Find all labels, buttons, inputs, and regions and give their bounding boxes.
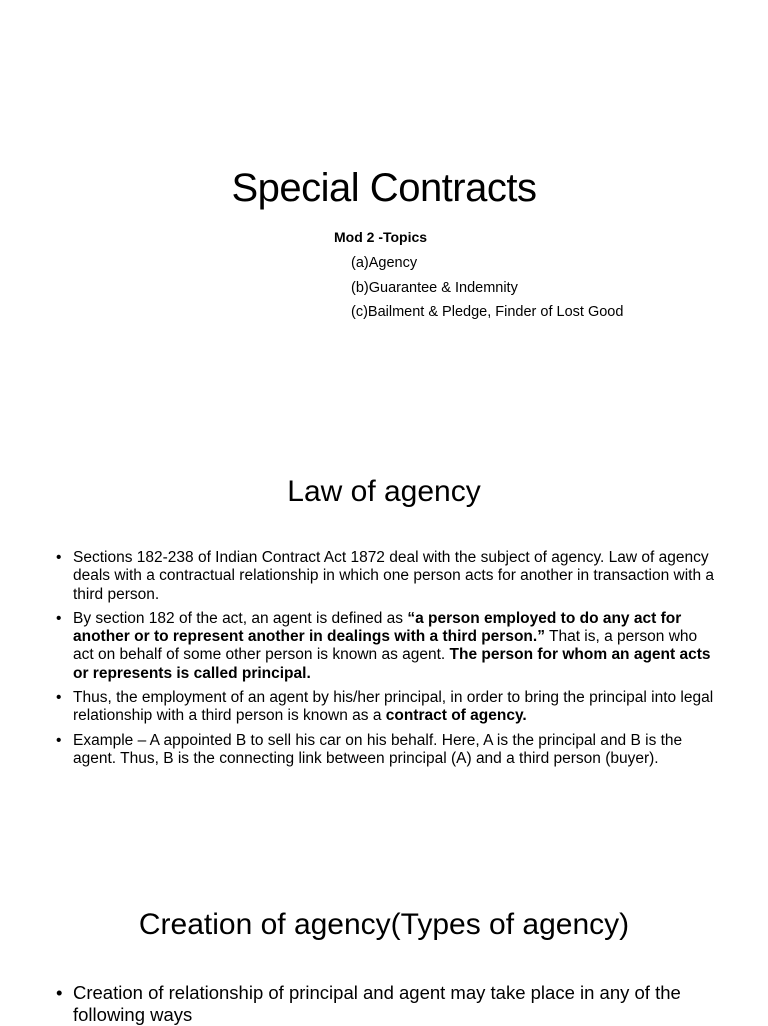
bullet-text: Thus, the employment of an agent by his/her principal, in order to bring the principal into legal relationship with a third person is known as a bbox=[73, 689, 714, 725]
law-of-agency-bullets bbox=[56, 549, 720, 774]
slide-title bbox=[0, 0, 768, 432]
bullet-item bbox=[56, 689, 720, 726]
slide-title-heading: Special Contracts bbox=[231, 166, 537, 210]
topic-item: (c)Bailment & Pledge, Finder of Lost Good bbox=[351, 304, 624, 320]
bullet-text: By section 182 of the act, an agent is defined as bbox=[73, 609, 408, 627]
bullet-text: Example – A appointed B to sell his car on his behalf. Here, A is the principal and B is the agent. Thus, B is the connecting link between principal (A) and a third person (buyer). bbox=[73, 731, 683, 767]
bullet-text: That is, a person who act on behalf of some other person is known as agent. bbox=[73, 628, 698, 664]
creation-of-agency-heading: Creation of agency(Types of agency) bbox=[138, 908, 630, 941]
bullet-item bbox=[56, 610, 720, 683]
law-of-agency-heading: Law of agency bbox=[287, 475, 481, 508]
bullet-text: Sections 182-238 of Indian Contract Act 1872 deal with the subject of agency. Law of agency deals with a contractual relationship in which one person acts for another in transaction with a third person. bbox=[73, 549, 715, 603]
bullet-dot: • bbox=[56, 549, 62, 566]
topics-list bbox=[351, 253, 623, 327]
bullet-dot: • bbox=[56, 609, 62, 627]
bullet-bold-text: contract of agency. bbox=[385, 707, 527, 725]
bullet-dot: • bbox=[56, 731, 62, 749]
bullet-item bbox=[56, 982, 720, 1026]
bullet-dot: • bbox=[56, 982, 63, 1003]
bullet-item bbox=[56, 732, 720, 769]
bullet-text: Creation of relationship of principal and agent may take place in any of the following ways bbox=[73, 982, 681, 1025]
bullet-item bbox=[56, 549, 720, 604]
topic-item: (a)Agency bbox=[351, 255, 418, 271]
bullet-bold-text: The person for whom an agent acts or represents is called principal. bbox=[73, 646, 711, 682]
bullet-dot: • bbox=[56, 689, 62, 707]
topic-item: (b)Guarantee & Indemnity bbox=[351, 279, 518, 296]
creation-of-agency-bullets bbox=[56, 982, 720, 1026]
bullet-bold-text: “a person employed to do any act for another or to represent another in dealings with a third person.” bbox=[73, 609, 682, 646]
module-subtitle: Mod 2 -Topics bbox=[334, 229, 428, 245]
